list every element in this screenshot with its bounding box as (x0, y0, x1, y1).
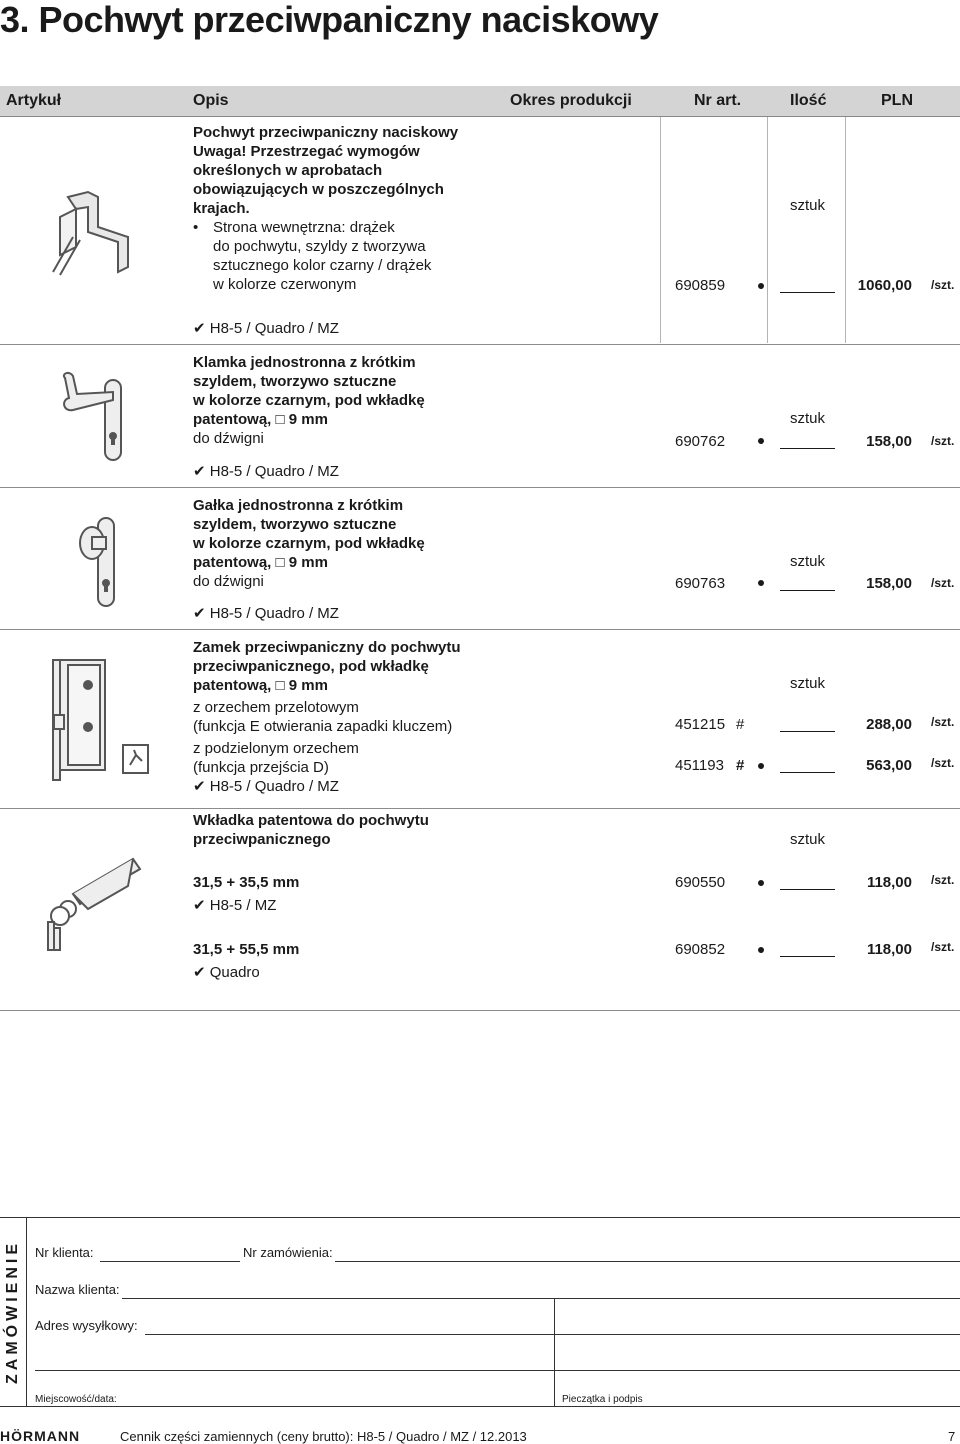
compatibility: ✔ H8-5 / Quadro / MZ (193, 778, 339, 795)
page-number: 7 (948, 1429, 956, 1444)
product-row (0, 117, 960, 343)
desc-line: Pochwyt przeciwpaniczny naciskowy (193, 124, 459, 141)
article-number: 690763 (675, 575, 726, 592)
product-row (0, 809, 960, 1009)
order-form (0, 1217, 960, 1407)
desc-line: sztucznego kolor czarny / drążek (213, 257, 432, 274)
desc-line: patentową, □ 9 mm (193, 554, 328, 571)
availability-dot (758, 283, 764, 289)
availability-dot (758, 580, 764, 586)
form-divider (554, 1298, 555, 1406)
brand-logo: HÖRMANN (0, 1428, 81, 1444)
per-unit: /szt. (931, 940, 955, 954)
row-separator (0, 1010, 960, 1011)
price: 118,00 (866, 874, 912, 891)
compatibility: ✔ Quadro (193, 964, 260, 981)
article-number: 690762 (675, 433, 726, 450)
col-pln: PLN (881, 92, 913, 109)
desc-line: w kolorze czarnym, pod wkładkę (193, 392, 425, 409)
product-row (0, 488, 960, 629)
panic-lock-icon (48, 655, 158, 785)
desc-line: Gałka jednostronna z krótkim (193, 497, 404, 514)
desc-line: (funkcja przejścia D) (193, 759, 329, 776)
price: 158,00 (866, 433, 912, 450)
order-form-side (0, 1218, 27, 1406)
desc-line: (funkcja E otwierania zapadki kluczem) (193, 718, 453, 735)
desc-line: patentową, □ 9 mm (193, 411, 328, 428)
desc-line: Klamka jednostronna z krótkim (193, 354, 416, 371)
per-unit: /szt. (931, 715, 955, 729)
desc-line: szyldem, tworzywo sztuczne (193, 373, 397, 390)
product-description (193, 638, 483, 796)
desc-line: Strona wewnętrzna: drążek (213, 219, 395, 236)
availability-dot (758, 947, 764, 953)
desc-line: patentową, □ 9 mm (193, 677, 328, 694)
desc-line: szyldem, tworzywo sztuczne (193, 516, 397, 533)
bullet: • (193, 219, 199, 236)
desc-line: Uwaga! Przestrzegać wymogów (193, 143, 420, 160)
article-number: 690852 (675, 941, 726, 958)
order-form-label: ZAMÓWIENIE (4, 1240, 21, 1384)
article-number: 451215 (675, 716, 726, 733)
desc-line: przeciwpanicznego (193, 831, 331, 848)
per-unit: /szt. (931, 576, 955, 590)
address-label: Adres wysyłkowy: (35, 1318, 138, 1333)
table-header (0, 86, 960, 117)
size: 31,5 + 35,5 mm (193, 874, 300, 891)
price: 1060,00 (857, 277, 912, 294)
col-nr-art: Nr art. (694, 92, 742, 109)
compatibility: ✔ H8-5 / Quadro / MZ (193, 463, 339, 480)
desc-line: do dźwigni (193, 573, 264, 590)
per-unit: /szt. (931, 873, 955, 887)
product-description (193, 123, 483, 294)
cylinder-icon (38, 854, 148, 964)
availability-dot (758, 880, 764, 886)
address-field[interactable] (145, 1334, 960, 1335)
panic-bar-icon (48, 187, 138, 287)
article-number: 690859 (675, 277, 726, 294)
desc-line: przeciwpanicznego, pod wkładkę (193, 658, 429, 675)
price: 563,00 (866, 757, 912, 774)
compatibility: ✔ H8-5 / MZ (193, 897, 277, 914)
price: 158,00 (866, 575, 912, 592)
place-date-label: Miejscowość/data: (35, 1394, 117, 1405)
availability-dot (758, 763, 764, 769)
article-number: 690550 (675, 874, 726, 891)
per-unit: /szt. (931, 278, 955, 292)
customer-name-field[interactable] (122, 1298, 960, 1299)
lever-handle-icon (55, 370, 135, 470)
col-artykul: Artykuł (6, 92, 62, 109)
desc-line: Zamek przeciwpaniczny do pochwytu (193, 639, 461, 656)
compatibility: ✔ H8-5 / Quadro / MZ (193, 320, 339, 337)
col-ilosc: Ilość (790, 92, 827, 109)
size: 31,5 + 55,5 mm (193, 941, 300, 958)
desc-line: w kolorze czarnym, pod wkładkę (193, 535, 425, 552)
order-number-field[interactable] (335, 1261, 960, 1262)
stamp-signature-label: Pieczątka i podpis (562, 1394, 643, 1405)
product-row (0, 630, 960, 808)
price: 118,00 (866, 941, 912, 958)
unit-label: sztuk (790, 553, 826, 570)
availability-dot (758, 438, 764, 444)
product-row (0, 345, 960, 487)
desc-line: określonych w aprobatach (193, 162, 383, 179)
col-opis: Opis (193, 92, 229, 109)
desc-line: Wkładka patentowa do pochwytu (193, 812, 429, 829)
desc-line: obowiązujących w poszczególnych (193, 181, 444, 198)
product-description (193, 353, 483, 448)
desc-line: krajach. (193, 200, 250, 217)
desc-line: do dźwigni (193, 430, 264, 447)
product-description (193, 811, 483, 849)
desc-line: z podzielonym orzechem (193, 740, 359, 757)
compatibility: ✔ H8-5 / Quadro / MZ (193, 605, 339, 622)
desc-line: z orzechem przelotowym (193, 699, 359, 716)
address-field-2[interactable] (35, 1370, 960, 1371)
footer-text: Cennik części zamiennych (ceny brutto): H8-5 / Quadro / MZ / 12.2013 (120, 1429, 527, 1444)
customer-name-label: Nazwa klienta: (35, 1282, 120, 1297)
col-okres: Okres produkcji (510, 92, 632, 109)
order-number-label: Nr zamówienia: (243, 1245, 333, 1260)
unit-label: sztuk (790, 410, 826, 427)
availability-mark: # (736, 757, 745, 774)
availability-mark: # (736, 716, 745, 733)
unit-label: sztuk (790, 197, 826, 214)
unit-label: sztuk (790, 675, 826, 692)
article-number: 451193 (675, 757, 724, 774)
page-title: 3. Pochwyt przeciwpaniczny naciskowy (0, 0, 659, 40)
customer-number-field[interactable] (100, 1261, 240, 1262)
desc-line: do pochwytu, szyldy z tworzywa (213, 238, 426, 255)
desc-line: w kolorze czerwonym (213, 276, 357, 293)
price: 288,00 (866, 716, 912, 733)
per-unit: /szt. (931, 756, 955, 770)
unit-label: sztuk (790, 831, 826, 848)
knob-icon (70, 513, 130, 613)
per-unit: /szt. (931, 434, 955, 448)
customer-number-label: Nr klienta: (35, 1245, 94, 1260)
product-description (193, 496, 483, 591)
